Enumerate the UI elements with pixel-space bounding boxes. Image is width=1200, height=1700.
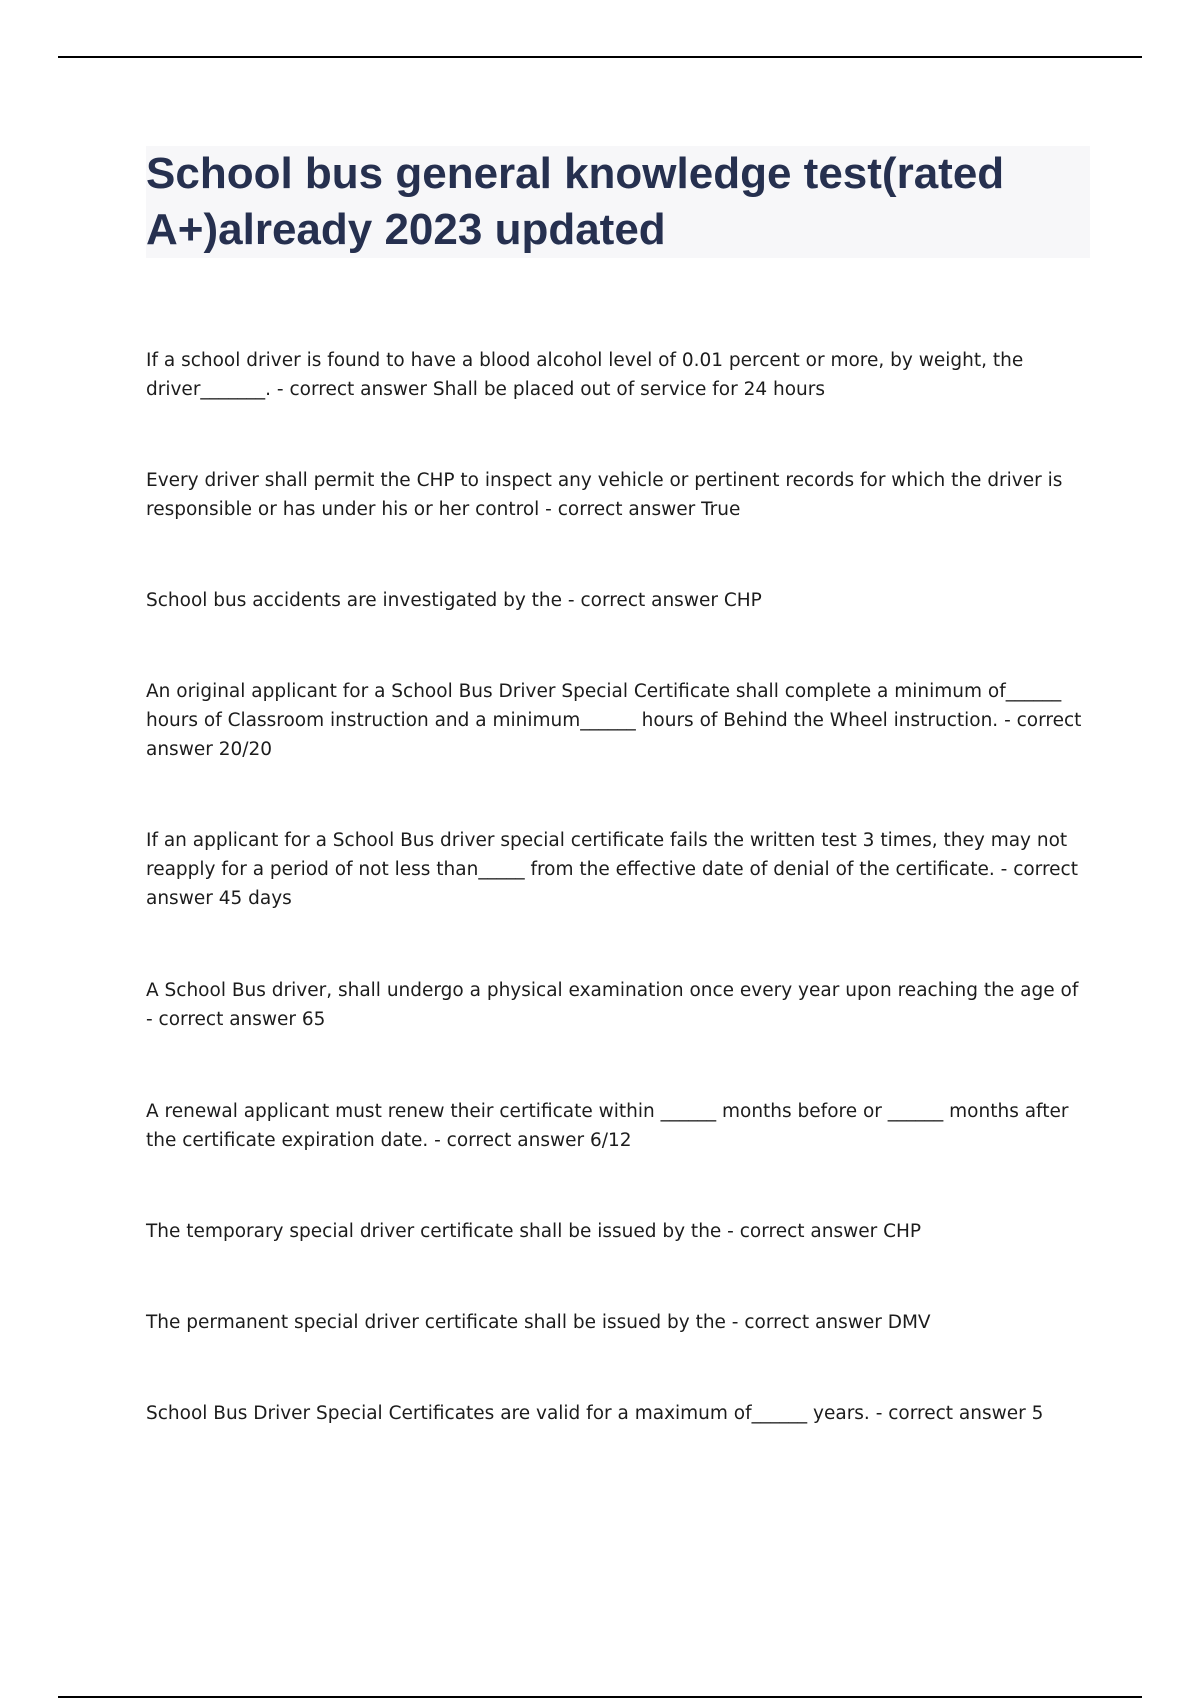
top-rule [58, 56, 1142, 58]
qa-item: If an applicant for a School Bus driver special certificate fails the written test 3 times, they may not reapply for a period of not less than_____ from the effective date of denial of the certificate. - correct answer 45 days [146, 830, 1078, 909]
title-block [146, 146, 1090, 258]
qa-item: The permanent special driver certificate shall be issued by the - correct answer DMV [146, 1312, 931, 1333]
document-title: School bus general knowledge test(rated A+)already 2023 updated [146, 149, 1005, 254]
bottom-rule [58, 1696, 1142, 1698]
qa-item: An original applicant for a School Bus Driver Special Certificate shall complete a minimum of______ hours of Classroom instruction and a minimum______ hours of Behind the Wheel instruction. - correct answer 20/20 [146, 681, 1082, 760]
qa-item: A School Bus driver, shall undergo a physical examination once every year upon reaching the age of - correct answer 65 [146, 980, 1079, 1030]
qa-item: If a school driver is found to have a blood alcohol level of 0.01 percent or more, by weight, the driver_______. - correct answer Shall be placed out of service for 24 hours [146, 350, 1024, 400]
qa-item: School bus accidents are investigated by the - correct answer CHP [146, 590, 762, 611]
qa-item: School Bus Driver Special Certificates are valid for a maximum of______ years. - correct answer 5 [146, 1403, 1044, 1424]
qa-item: A renewal applicant must renew their certificate within ______ months before or ______ months after the certificate expiration date. - correct answer 6/12 [146, 1101, 1069, 1151]
qa-item: The temporary special driver certificate shall be issued by the - correct answer CHP [146, 1221, 922, 1242]
qa-item: Every driver shall permit the CHP to inspect any vehicle or pertinent records for which the driver is responsible or has under his or her control - correct answer True [146, 470, 1063, 520]
